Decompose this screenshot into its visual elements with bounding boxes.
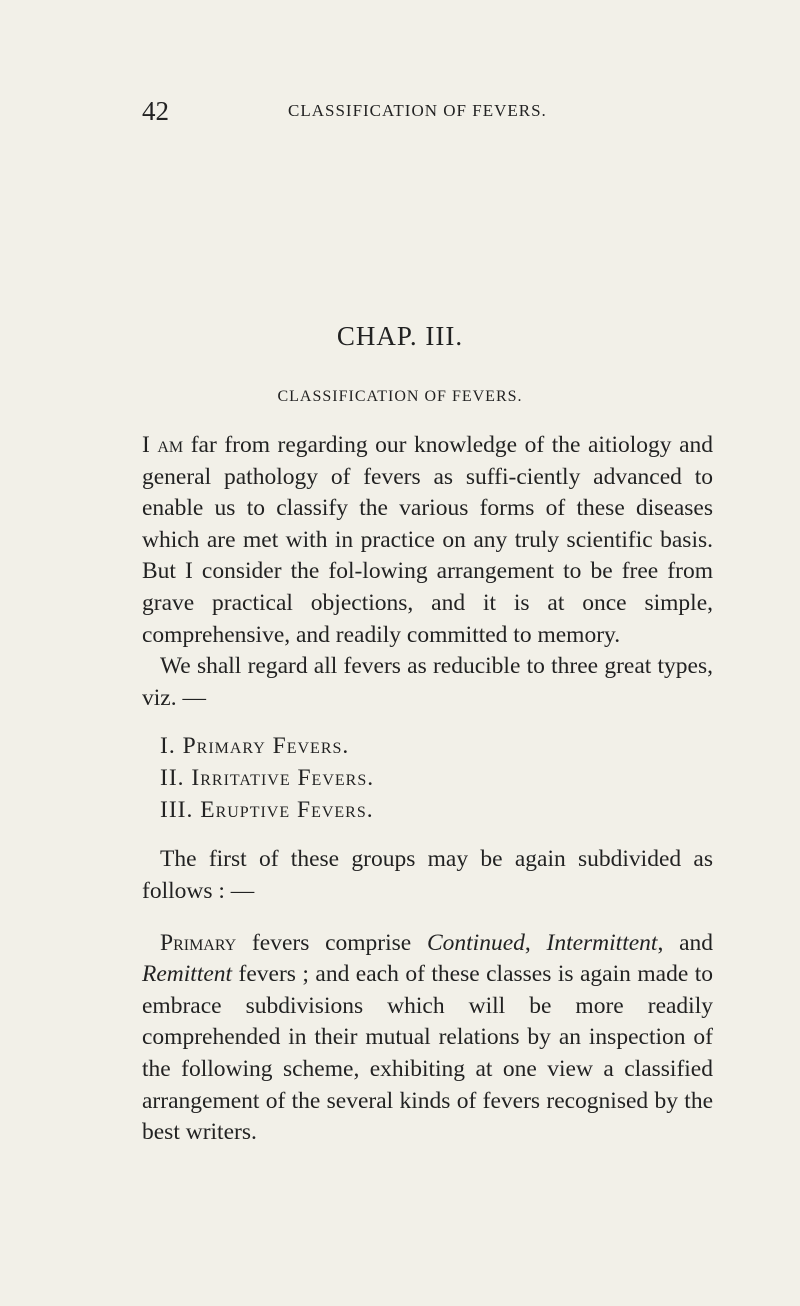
paragraph-subdivision: The first of these groups may be again subdivided as follows : —	[142, 846, 713, 904]
fever-type-item: II. Irritative Fevers.	[160, 765, 375, 792]
fever-types-list	[142, 730, 713, 826]
running-title: CLASSIFICATION OF FEVERS.	[288, 101, 547, 120]
paragraph-primary-lead: Primary	[160, 929, 237, 956]
paragraph-primary-fevers	[142, 928, 713, 1149]
body-text	[142, 430, 713, 1149]
chapter-subtitle: CLASSIFICATION OF FEVERS.	[277, 388, 523, 405]
paragraph-primary-text-a: fevers comprise	[236, 929, 427, 956]
paragraph-primary-text-d: fevers ; and each of these classes is again made to embrace subdivisions which will be more readily comprehended in their mutual relations by an inspection of the following scheme, exhibiting at one view a classified arrangement of the several kinds of fevers recognised by the best writers.	[142, 961, 713, 1146]
running-head	[142, 96, 592, 126]
paragraph-primary-text-c: , and	[657, 929, 713, 956]
paragraph-intro-lead: I am	[142, 432, 184, 458]
fever-type-item: III. Eruptive Fevers.	[160, 797, 374, 824]
page-number: 42	[142, 96, 169, 126]
paragraph-intro-text: far from regarding our knowledge of the aitiology and general pathology of fevers as suffi-ciently advanced to enable us to classify the various forms of these diseases which are met with in practice on any truly scientific basis. But I consider the fol-lowing arrangement to be free from grave practical objections, and it is at once simple, comprehensive, and readily committed to memory.	[142, 432, 713, 648]
chapter-heading: CHAP. III.	[336, 321, 464, 351]
paragraph-intro	[142, 430, 713, 651]
paragraph-primary-text-b: ,	[524, 929, 547, 956]
term-intermittent: Intermittent	[546, 929, 658, 956]
paragraph-types-intro: We shall regard all fevers as reducible to three great types, viz. —	[142, 653, 713, 711]
fever-type-item: I. Primary Fevers.	[160, 733, 350, 760]
term-remittent: Remittent	[142, 961, 233, 988]
term-continued: Continued	[426, 929, 525, 956]
